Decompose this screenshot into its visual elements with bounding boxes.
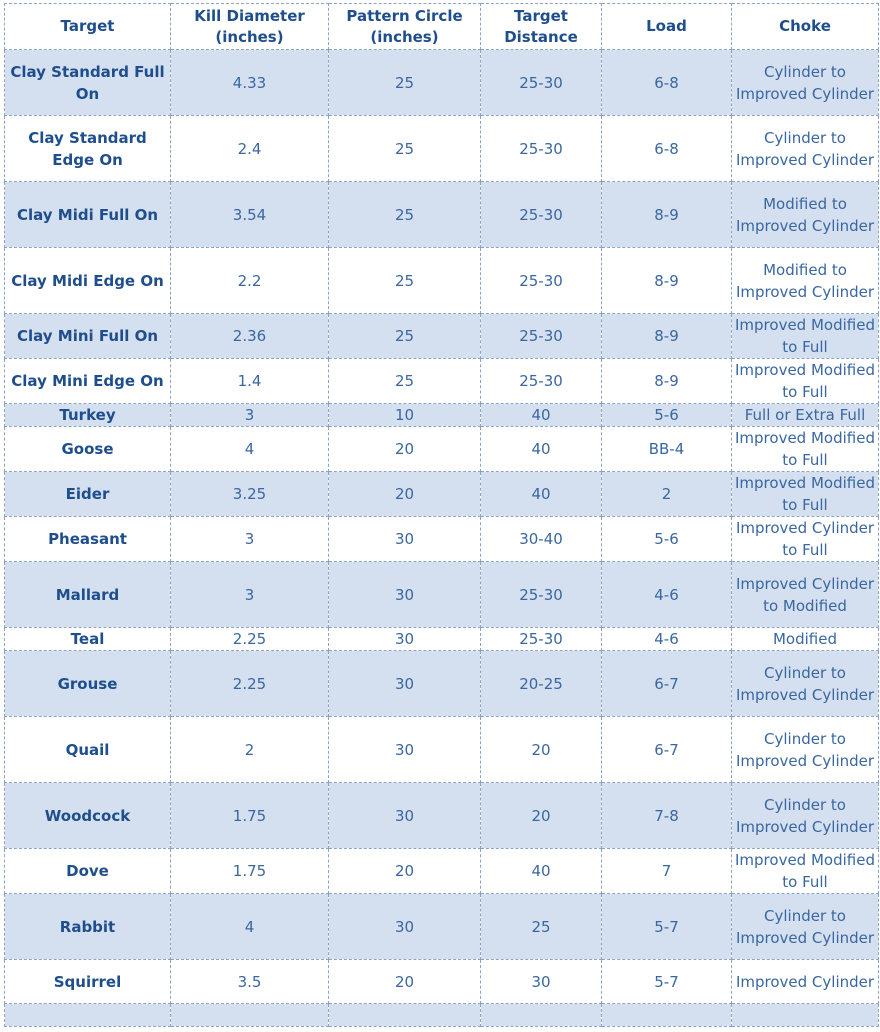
column-header-target: Target: [5, 4, 171, 50]
table-row: [5, 116, 879, 182]
load-cell: 6-7: [602, 717, 732, 783]
target-distance-cell: 40: [481, 849, 602, 894]
load-cell: 6-8: [602, 116, 732, 182]
empty-cell: [329, 1004, 481, 1027]
target-cell: Rabbit: [5, 894, 171, 960]
kill-diameter-cell: 3.5: [171, 960, 329, 1004]
choke-cell: Cylinder to Improved Cylinder: [732, 116, 879, 182]
load-cell: BB-4: [602, 427, 732, 472]
target-distance-cell: 25-30: [481, 182, 602, 248]
table-row: [5, 849, 879, 894]
target-cell: Turkey: [5, 404, 171, 427]
pattern-circle-cell: 25: [329, 116, 481, 182]
kill-diameter-cell: 2.25: [171, 651, 329, 717]
choke-cell: Improved Cylinder to Modified: [732, 562, 879, 628]
target-cell: Clay Midi Edge On: [5, 248, 171, 314]
load-cell: 5-6: [602, 517, 732, 562]
target-distance-cell: 40: [481, 472, 602, 517]
empty-cell: [5, 1004, 171, 1027]
empty-cell: [732, 1004, 879, 1027]
pattern-circle-cell: 25: [329, 248, 481, 314]
target-cell: Eider: [5, 472, 171, 517]
target-cell: Goose: [5, 427, 171, 472]
header-row: [5, 4, 879, 50]
choke-cell: Improved Cylinder to Full: [732, 517, 879, 562]
choke-cell: Improved Modified to Full: [732, 849, 879, 894]
target-cell: Dove: [5, 849, 171, 894]
kill-diameter-cell: 2.25: [171, 628, 329, 651]
load-cell: 8-9: [602, 314, 732, 359]
table-row: [5, 404, 879, 427]
table-row: [5, 517, 879, 562]
kill-diameter-cell: 3: [171, 562, 329, 628]
column-header-kill-diameter: Kill Diameter (inches): [171, 4, 329, 50]
pattern-circle-cell: 25: [329, 359, 481, 404]
choke-cell: Full or Extra Full: [732, 404, 879, 427]
target-distance-cell: 20: [481, 783, 602, 849]
choke-cell: Cylinder to Improved Cylinder: [732, 651, 879, 717]
table-container: [4, 3, 878, 1027]
choke-cell: Improved Modified to Full: [732, 427, 879, 472]
target-distance-cell: 20-25: [481, 651, 602, 717]
choke-cell: Modified to Improved Cylinder: [732, 248, 879, 314]
pattern-circle-cell: 30: [329, 517, 481, 562]
kill-diameter-cell: 1.4: [171, 359, 329, 404]
table-row: [5, 427, 879, 472]
choke-cell: Cylinder to Improved Cylinder: [732, 783, 879, 849]
table-row: [5, 960, 879, 1004]
target-distance-cell: 25-30: [481, 50, 602, 116]
table-row: [5, 783, 879, 849]
target-cell: Grouse: [5, 651, 171, 717]
kill-diameter-cell: 4: [171, 427, 329, 472]
choke-cell: Cylinder to Improved Cylinder: [732, 717, 879, 783]
target-distance-cell: 25-30: [481, 359, 602, 404]
choke-cell: Cylinder to Improved Cylinder: [732, 894, 879, 960]
kill-diameter-cell: 4: [171, 894, 329, 960]
pattern-circle-cell: 25: [329, 182, 481, 248]
load-cell: 5-6: [602, 404, 732, 427]
load-cell: 8-9: [602, 359, 732, 404]
kill-diameter-cell: 1.75: [171, 849, 329, 894]
choke-cell: Improved Modified to Full: [732, 314, 879, 359]
table-row: [5, 50, 879, 116]
kill-diameter-cell: 2.4: [171, 116, 329, 182]
target-distance-cell: 40: [481, 427, 602, 472]
target-cell: Clay Mini Full On: [5, 314, 171, 359]
target-distance-cell: 25-30: [481, 562, 602, 628]
target-distance-cell: 25-30: [481, 314, 602, 359]
target-distance-cell: 25-30: [481, 116, 602, 182]
table-body: [5, 50, 879, 1027]
empty-table-row: [5, 1004, 879, 1027]
pattern-circle-cell: 30: [329, 562, 481, 628]
kill-diameter-cell: 3.25: [171, 472, 329, 517]
target-distance-cell: 25: [481, 894, 602, 960]
table-row: [5, 628, 879, 651]
choke-cell: Modified: [732, 628, 879, 651]
target-distance-cell: 25-30: [481, 628, 602, 651]
load-cell: 5-7: [602, 960, 732, 1004]
table-row: [5, 562, 879, 628]
column-header-target-distance: Target Distance: [481, 4, 602, 50]
target-cell: Woodcock: [5, 783, 171, 849]
column-header-pattern-circle: Pattern Circle (inches): [329, 4, 481, 50]
load-cell: 4-6: [602, 628, 732, 651]
table-row: [5, 651, 879, 717]
pattern-circle-cell: 30: [329, 628, 481, 651]
kill-diameter-cell: 3.54: [171, 182, 329, 248]
choke-cell: Improved Modified to Full: [732, 472, 879, 517]
target-distance-cell: 25-30: [481, 248, 602, 314]
target-cell: Quail: [5, 717, 171, 783]
target-cell: Clay Midi Full On: [5, 182, 171, 248]
pattern-circle-cell: 25: [329, 50, 481, 116]
pattern-circle-cell: 30: [329, 783, 481, 849]
load-cell: 4-6: [602, 562, 732, 628]
target-cell: Pheasant: [5, 517, 171, 562]
target-cell: Mallard: [5, 562, 171, 628]
table-row: [5, 894, 879, 960]
shotgun-choke-table: [4, 3, 879, 1027]
load-cell: 6-8: [602, 50, 732, 116]
kill-diameter-cell: 3: [171, 404, 329, 427]
target-cell: Clay Mini Edge On: [5, 359, 171, 404]
choke-cell: Improved Cylinder: [732, 960, 879, 1004]
pattern-circle-cell: 25: [329, 314, 481, 359]
column-header-load: Load: [602, 4, 732, 50]
table-row: [5, 717, 879, 783]
target-distance-cell: 40: [481, 404, 602, 427]
pattern-circle-cell: 30: [329, 894, 481, 960]
target-cell: Clay Standard Edge On: [5, 116, 171, 182]
table-row: [5, 314, 879, 359]
load-cell: 2: [602, 472, 732, 517]
choke-cell: Cylinder to Improved Cylinder: [732, 50, 879, 116]
kill-diameter-cell: 2: [171, 717, 329, 783]
table-row: [5, 248, 879, 314]
pattern-circle-cell: 20: [329, 849, 481, 894]
load-cell: 6-7: [602, 651, 732, 717]
kill-diameter-cell: 3: [171, 517, 329, 562]
kill-diameter-cell: 2.36: [171, 314, 329, 359]
load-cell: 5-7: [602, 894, 732, 960]
target-distance-cell: 30-40: [481, 517, 602, 562]
kill-diameter-cell: 2.2: [171, 248, 329, 314]
load-cell: 7: [602, 849, 732, 894]
table-row: [5, 359, 879, 404]
target-cell: Clay Standard Full On: [5, 50, 171, 116]
target-distance-cell: 30: [481, 960, 602, 1004]
table-row: [5, 472, 879, 517]
kill-diameter-cell: 1.75: [171, 783, 329, 849]
pattern-circle-cell: 20: [329, 427, 481, 472]
pattern-circle-cell: 20: [329, 960, 481, 1004]
target-cell: Squirrel: [5, 960, 171, 1004]
load-cell: 7-8: [602, 783, 732, 849]
empty-cell: [481, 1004, 602, 1027]
target-cell: Teal: [5, 628, 171, 651]
choke-cell: Improved Modified to Full: [732, 359, 879, 404]
load-cell: 8-9: [602, 248, 732, 314]
pattern-circle-cell: 10: [329, 404, 481, 427]
empty-cell: [171, 1004, 329, 1027]
table-row: [5, 182, 879, 248]
target-distance-cell: 20: [481, 717, 602, 783]
pattern-circle-cell: 30: [329, 651, 481, 717]
column-header-choke: Choke: [732, 4, 879, 50]
pattern-circle-cell: 30: [329, 717, 481, 783]
kill-diameter-cell: 4.33: [171, 50, 329, 116]
choke-cell: Modified to Improved Cylinder: [732, 182, 879, 248]
load-cell: 8-9: [602, 182, 732, 248]
empty-cell: [602, 1004, 732, 1027]
pattern-circle-cell: 20: [329, 472, 481, 517]
